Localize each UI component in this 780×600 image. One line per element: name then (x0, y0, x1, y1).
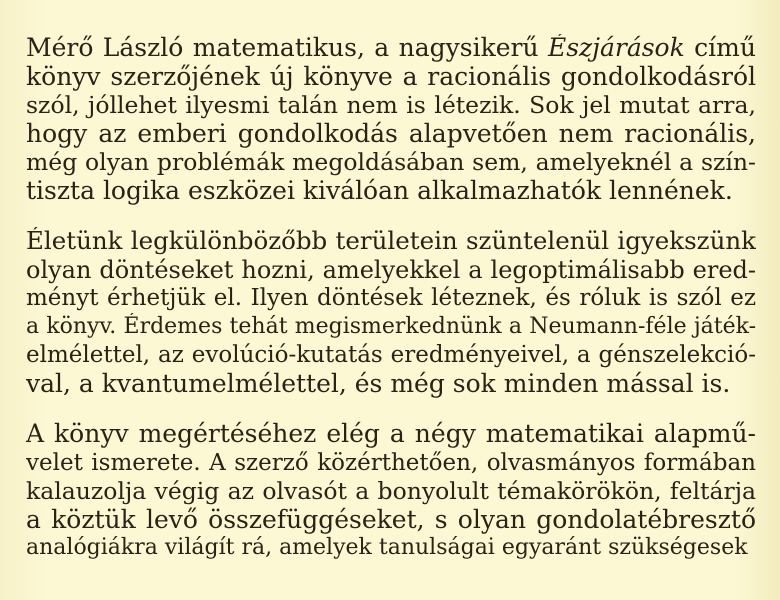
text-line: olyan döntéseket hozni, amelyekkel a legoptimálisabb ered- (26, 255, 756, 284)
text-line: szól, jóllehet ilyesmi talán nem is létezik. Sok jel mutat arra, (26, 91, 756, 119)
text-line: Életünk legkülönbözőbb területein szüntelenül igyekszünk (26, 227, 756, 255)
line-text: című (684, 34, 756, 62)
blurb-text (26, 34, 756, 585)
text-line (26, 34, 756, 63)
text-line: könyv szerzőjének új könyve a racionális gondolkodásról (26, 62, 756, 91)
text-line: kalauzolja végig az olvasót a bonyolult témakörökön, feltárja (26, 477, 756, 505)
text-line: A könyv megértéséhez elég a négy matematikai alapmű- (26, 420, 756, 448)
line-text: Mérő László matematikus, a nagysikerű (26, 34, 548, 62)
text-line: analógiákra világít rá, amelyek tanulságai egyaránt szükségesek (26, 535, 748, 560)
paragraph-3 (26, 420, 756, 563)
text-line: a könyv. Érdemes tehát megismerkednünk a Neumann-féle játék- (26, 313, 756, 339)
text-line: még olyan problémák megoldásában sem, amelyeknél a szín- (26, 148, 756, 176)
paragraph-1 (26, 34, 756, 205)
text-line: velet ismerete. A szerző közérthetően, olvasmányos formában (26, 449, 756, 476)
text-line: val, a kvantumelmélettel, és még sok minden mással is. (26, 369, 731, 398)
text-line: ményt érhetjük el. Ilyen döntések léteznek, és róluk is szól ez (26, 285, 756, 311)
paragraph-2 (26, 227, 756, 398)
text-line: a köztük levő összefüggéseket, s olyan gondolatébresztő (26, 505, 756, 534)
text-line: elmélettel, az evolúció-kutatás eredményeivel, a génszelekció- (26, 342, 756, 368)
book-title-italic: Észjárások (547, 34, 685, 62)
text-line: tiszta logika eszközei kiválóan alkalmazhatók lennének. (26, 176, 733, 205)
text-line: hogy az emberi gondolkodás alapvetően nem racionális, (26, 119, 756, 148)
